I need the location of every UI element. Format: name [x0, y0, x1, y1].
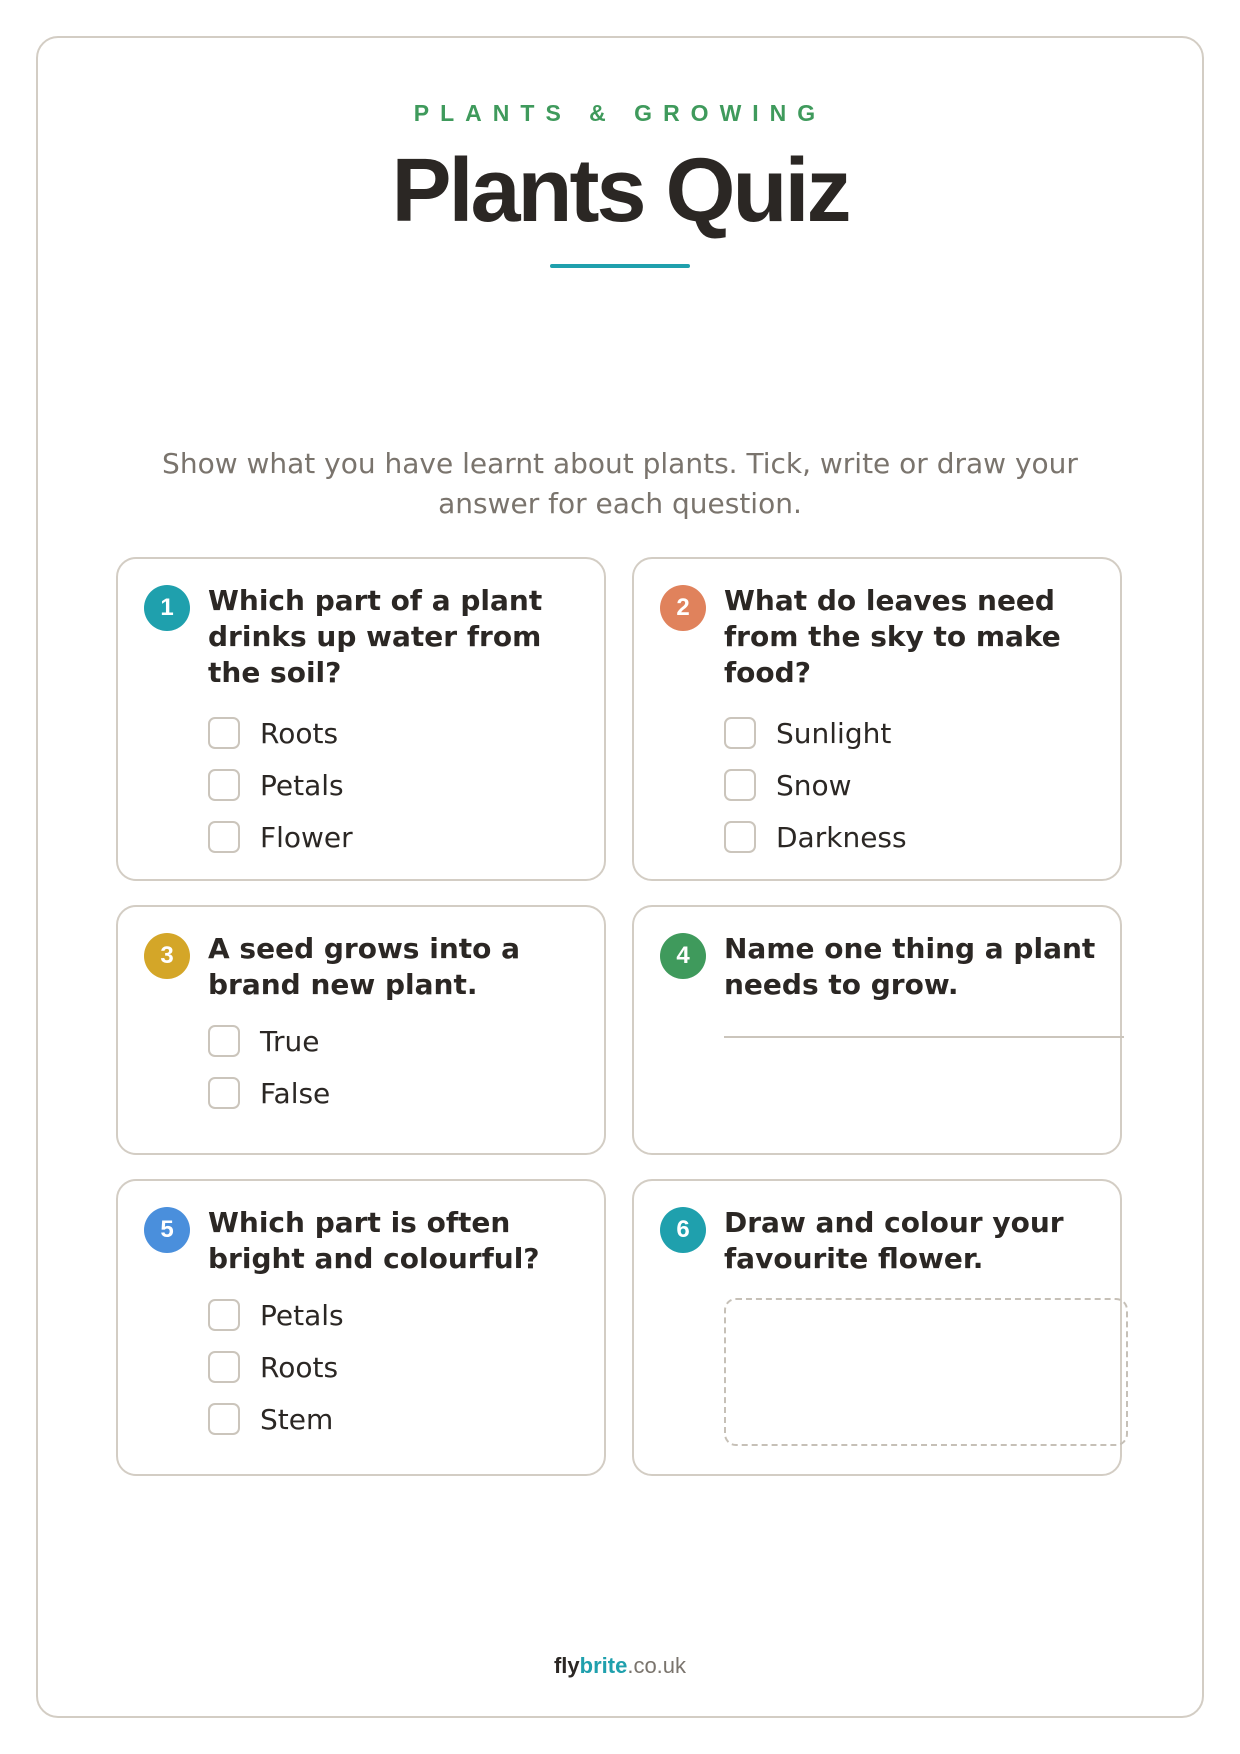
option-roots[interactable]	[208, 715, 338, 751]
question-card-3	[116, 905, 606, 1155]
question-card-2	[632, 557, 1122, 881]
checkbox[interactable]	[208, 1025, 240, 1057]
question-text: What do leaves need from the sky to make food?	[724, 584, 1061, 689]
option-sunlight[interactable]	[724, 715, 891, 751]
question-text: Name one thing a plant needs to grow.	[724, 932, 1096, 1001]
checkbox[interactable]	[724, 821, 756, 853]
checkbox[interactable]	[724, 769, 756, 801]
option-label: Sunlight	[776, 716, 892, 750]
option-label: Darkness	[776, 820, 907, 854]
question-number-badge: 5	[144, 1207, 190, 1253]
option-petals[interactable]	[208, 767, 344, 803]
checkbox[interactable]	[208, 1351, 240, 1383]
option-label: Roots	[260, 1350, 339, 1384]
option-darkness[interactable]	[724, 819, 907, 855]
question-card-6	[632, 1179, 1122, 1476]
option-label: Flower	[260, 820, 353, 854]
option-false[interactable]	[208, 1075, 330, 1111]
question-card-4	[632, 905, 1122, 1155]
answer-line[interactable]	[724, 1036, 1124, 1038]
question-number-badge: 3	[144, 933, 190, 979]
checkbox[interactable]	[208, 1403, 240, 1435]
question-text: Draw and colour your favourite flower.	[724, 1206, 1064, 1275]
option-label: Roots	[260, 716, 339, 750]
question-card-5	[116, 1179, 606, 1476]
question-number-badge: 1	[144, 585, 190, 631]
option-label: False	[260, 1076, 331, 1110]
question-card-1	[116, 557, 606, 881]
checkbox[interactable]	[208, 717, 240, 749]
brand-brite: brite	[579, 1653, 628, 1678]
option-label: Petals	[260, 1298, 344, 1332]
worksheet-title: Plants Quiz	[391, 141, 849, 241]
title-underline	[550, 264, 690, 268]
option-flower[interactable]	[208, 819, 353, 855]
option-label: True	[260, 1024, 320, 1058]
option-snow[interactable]	[724, 767, 852, 803]
question-text: Which part of a plant drinks up water from the soil?	[208, 584, 543, 689]
question-number-badge: 2	[660, 585, 706, 631]
option-label: Snow	[776, 768, 852, 802]
option-true[interactable]	[208, 1023, 319, 1059]
question-text: A seed grows into a brand new plant.	[208, 932, 521, 1001]
option-label: Petals	[260, 768, 344, 802]
brand-fly: fly	[553, 1653, 580, 1678]
worksheet-kicker: PLANTS & GROWING	[413, 100, 827, 126]
footer-brand	[0, 1653, 1240, 1679]
option-petals[interactable]	[208, 1297, 344, 1333]
brand-domain: .co.uk	[627, 1653, 687, 1678]
question-number-badge: 6	[660, 1207, 706, 1253]
option-stem[interactable]	[208, 1401, 333, 1437]
option-label: Stem	[260, 1402, 334, 1436]
checkbox[interactable]	[208, 1077, 240, 1109]
drawing-area[interactable]	[724, 1298, 1128, 1446]
checkbox[interactable]	[208, 1299, 240, 1331]
instructions: Show what you have learnt about plants. Tick, write or draw your answer for each question.	[162, 447, 1078, 520]
option-roots[interactable]	[208, 1349, 338, 1385]
checkbox[interactable]	[208, 821, 240, 853]
question-text: Which part is often bright and colourful?	[208, 1206, 540, 1275]
question-number-badge: 4	[660, 933, 706, 979]
checkbox[interactable]	[724, 717, 756, 749]
checkbox[interactable]	[208, 769, 240, 801]
